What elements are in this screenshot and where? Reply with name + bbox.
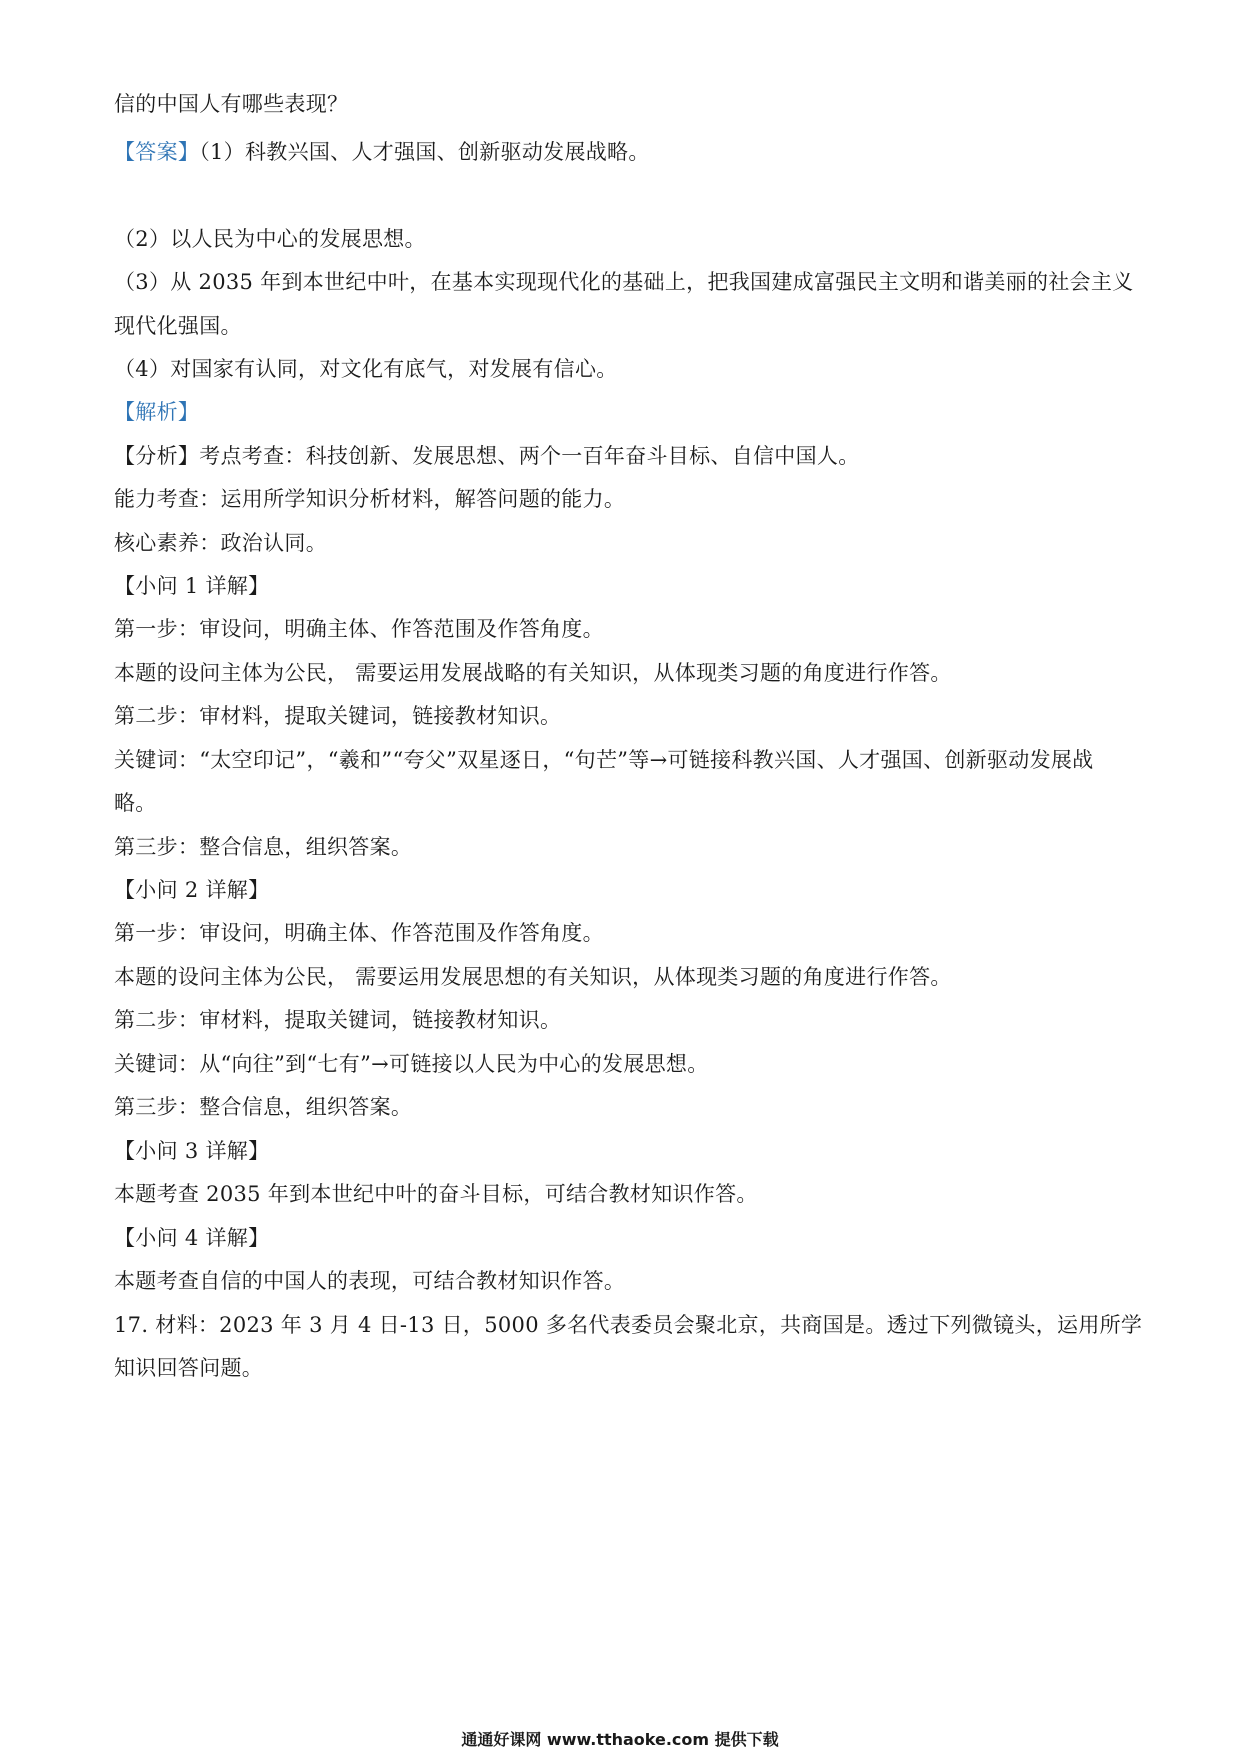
text-line: 第二步：审材料，提取关键词，链接教材知识。 <box>114 704 562 728</box>
text-line: 略。 <box>114 791 157 815</box>
text-line: 核心素养：政治认同。 <box>114 531 327 555</box>
text-line: 第一步：审设问，明确主体、作答范围及作答角度。 <box>114 617 604 641</box>
answer-1: （1）科教兴国、人才强国、创新驱动发展战略。 <box>199 140 650 164</box>
subquestion-heading: 【小问 2 详解】 <box>114 878 270 902</box>
answer-3: （3）从 2035 年到本世纪中叶，在基本实现现代化的基础上，把我国建成富强民主文明和谐美丽的社会主义 <box>114 270 1134 294</box>
analysis-heading: 【解析】 <box>114 400 200 424</box>
text-line: 本题的设问主体为公民， 需要运用发展战略的有关知识，从体现类习题的角度进行作答。 <box>114 661 952 685</box>
text-line: 能力考查：运用所学知识分析材料，解答问题的能力。 <box>114 487 626 511</box>
answer-2: （2）以人民为中心的发展思想。 <box>114 227 426 251</box>
page-footer: 通通好课网 www.tthaoke.com 提供下载 <box>461 1730 779 1749</box>
text-line: 本题考查 2035 年到本世纪中叶的奋斗目标，可结合教材知识作答。 <box>114 1182 758 1206</box>
text-line: 【分析】考点考查：科技创新、发展思想、两个一百年奋斗目标、自信中国人。 <box>114 444 860 468</box>
text-line: 关键词：从“向往”到“七有”→可链接以人民为中心的发展思想。 <box>114 1052 709 1076</box>
question-17-cont: 知识回答问题。 <box>114 1356 264 1380</box>
answer-3-cont: 现代化强国。 <box>114 314 242 338</box>
answer-tag: 【答案】 <box>114 140 200 164</box>
subquestion-heading: 【小问 3 详解】 <box>114 1139 270 1163</box>
text-line: 信的中国人有哪些表现？ <box>114 92 349 116</box>
text-line: 本题考查自信的中国人的表现，可结合教材知识作答。 <box>114 1269 626 1293</box>
subquestion-heading: 【小问 4 详解】 <box>114 1226 270 1250</box>
text-line: 本题的设问主体为公民， 需要运用发展思想的有关知识，从体现类习题的角度进行作答。 <box>114 965 952 989</box>
answer-4: （4）对国家有认同，对文化有底气，对发展有信心。 <box>114 357 618 381</box>
answer-line <box>114 137 1144 167</box>
text-line: 第三步：整合信息，组织答案。 <box>114 1095 413 1119</box>
text-line: 第二步：审材料，提取关键词，链接教材知识。 <box>114 1008 562 1032</box>
text-line: 第一步：审设问，明确主体、作答范围及作答角度。 <box>114 921 604 945</box>
question-17: 17. 材料：2023 年 3 月 4 日-13 日，5000 多名代表委员会聚北京，共商国是。透过下列微镜头，运用所学 <box>114 1313 1143 1337</box>
text-line: 第三步：整合信息，组织答案。 <box>114 835 413 859</box>
subquestion-heading: 【小问 1 详解】 <box>114 574 270 598</box>
text-line: 关键词：“太空印记”，“羲和”“夸父”双星逐日，“句芒”等→可链接科教兴国、人才强国、创新驱动发展战 <box>114 748 1094 772</box>
